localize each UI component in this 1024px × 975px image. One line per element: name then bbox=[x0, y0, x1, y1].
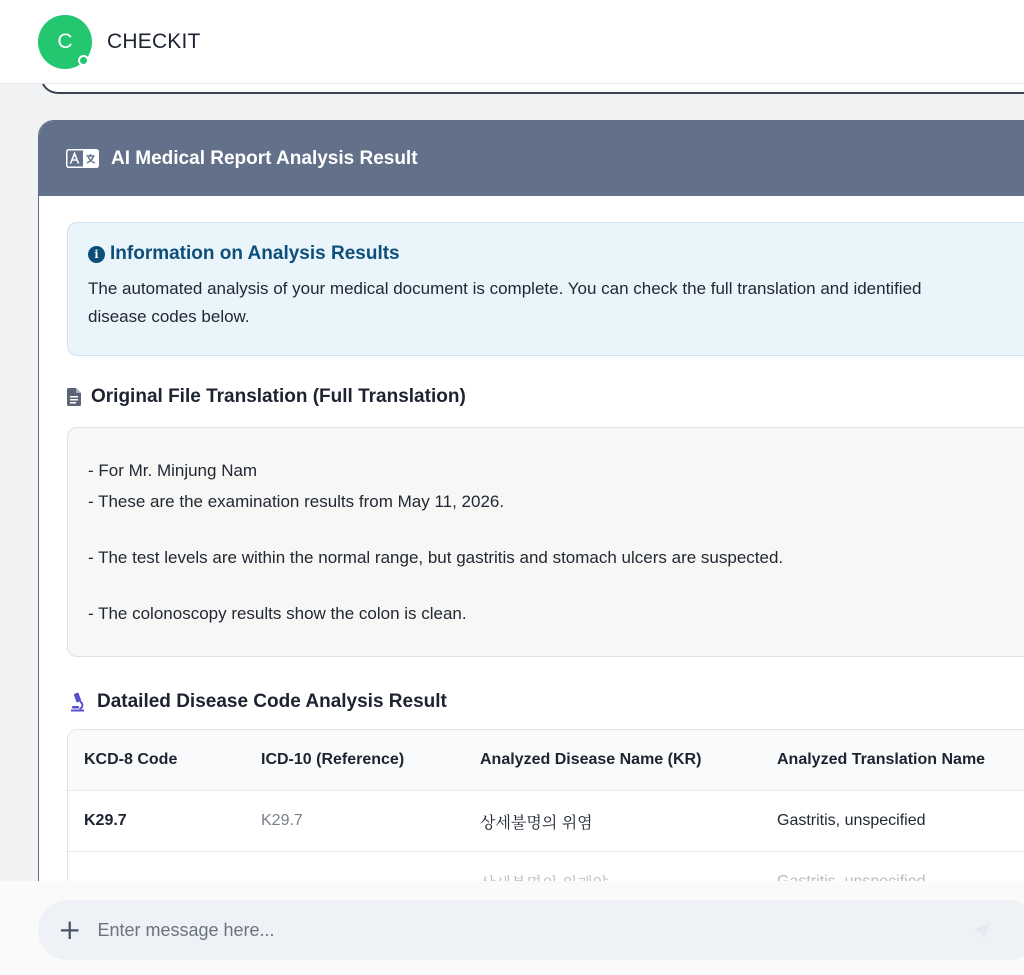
info-title: Information on Analysis Results bbox=[110, 243, 400, 264]
translation-name-cell: Gastritis, unspecified bbox=[777, 812, 926, 829]
table-row bbox=[68, 791, 1024, 852]
table-header-row bbox=[68, 730, 1024, 791]
document-icon bbox=[67, 388, 81, 406]
info-icon: i bbox=[88, 246, 105, 263]
microscope-icon bbox=[67, 692, 87, 712]
translation-box bbox=[67, 427, 1024, 657]
app-logo[interactable] bbox=[38, 15, 92, 69]
status-dot bbox=[78, 55, 89, 66]
card-body bbox=[39, 196, 1024, 913]
composer-bar bbox=[0, 881, 1024, 975]
logo-letter: C bbox=[57, 29, 73, 53]
card-header bbox=[39, 121, 1024, 196]
icd-code-cell: K29.7 bbox=[261, 812, 303, 829]
column-header: Analyzed Translation Name bbox=[777, 751, 986, 768]
translation-section-title: Original File Translation (Full Translation) bbox=[91, 386, 466, 407]
info-text: The automated analysis of your medical document is complete. You can check the full translation and identified disease codes below. bbox=[88, 279, 922, 326]
analysis-result-card bbox=[38, 120, 1024, 920]
message-input[interactable] bbox=[97, 910, 937, 950]
card-title: AI Medical Report Analysis Result bbox=[111, 147, 418, 169]
plus-icon[interactable]: + bbox=[58, 913, 82, 946]
disease-name-kr-cell: 상세불명의 위염 bbox=[480, 814, 593, 832]
info-box bbox=[67, 222, 1024, 356]
translate-icon bbox=[66, 149, 99, 168]
translation-line: - These are the examination results from May 11, 2026. bbox=[88, 492, 505, 511]
info-title-row bbox=[88, 243, 1024, 265]
translation-line: - For Mr. Minjung Nam bbox=[88, 461, 258, 480]
send-icon[interactable] bbox=[970, 919, 994, 943]
column-header: KCD-8 Code bbox=[84, 751, 178, 768]
app-header bbox=[0, 0, 1024, 84]
column-header: Analyzed Disease Name (KR) bbox=[480, 751, 702, 768]
translation-section-heading bbox=[67, 386, 1024, 408]
app-title: CHECKIT bbox=[107, 29, 201, 53]
code-section-heading bbox=[67, 691, 1024, 713]
column-header: ICD-10 (Reference) bbox=[261, 751, 405, 768]
message-composer bbox=[38, 900, 1024, 960]
kcd-code-cell: K29.7 bbox=[84, 812, 127, 829]
translation-line: - The test levels are within the normal range, but gastritis and stomach ulcers are suspected. bbox=[88, 548, 784, 567]
translation-line: - The colonoscopy results show the colon is clean. bbox=[88, 604, 467, 623]
code-section-title: Datailed Disease Code Analysis Result bbox=[97, 691, 447, 712]
